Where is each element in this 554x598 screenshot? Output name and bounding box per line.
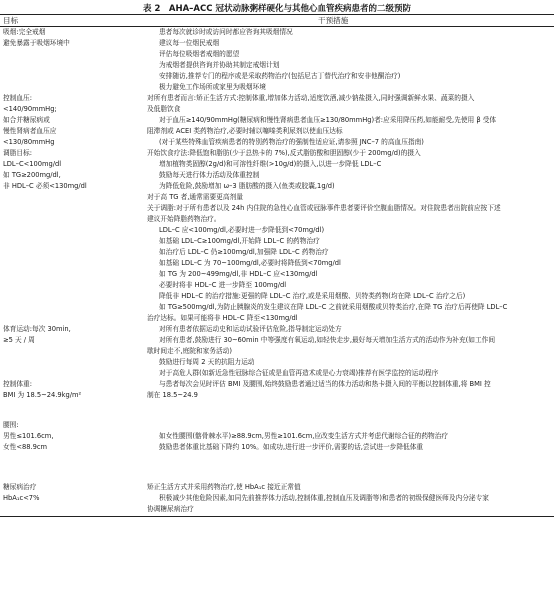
intervention-cell — [147, 324, 552, 379]
header-intervention: 干预措施 — [318, 16, 349, 25]
intervention-text: 关于调脂:对于所有患者以及 24h 内住院的急性心血管或冠脉事件患者要评价空腹血脂情况。对住院患者出院前应按下述 — [147, 204, 501, 212]
goal-cell — [3, 148, 141, 192]
intervention-text: 如基础 LDL–C≥100mg/dl,开始降 LDL–C 的药物治疗 — [159, 237, 320, 245]
intervention-text: 增加植物类固醇(2g/d)和可溶性纤维(>10g/d)的摄入,以进一步降低 LDL–C — [159, 160, 382, 168]
intervention-text: 对于血压≥140/90mmHg(糖尿病和慢性肾病患者血压≥130/80mmHg)者:应采用降压药,如能耐受,先使用 β 受体 — [159, 116, 497, 124]
intervention-text — [147, 420, 552, 431]
intervention-text: 极力避免工作场所或家里为吸烟环境 — [159, 83, 266, 91]
intervention-text: 对所有患者,鼓励进行 30~60min 中等强度有氧运动,如轻快走步,最好每天增加生活方式的活动作为补充(如工作间 — [159, 336, 496, 344]
goal-text: 调脂目标: — [3, 149, 33, 157]
goal-cell — [3, 482, 141, 504]
intervention-text: 安排随访,推荐专门的程序或是采取药物治疗(包括尼古丁替代治疗和安非他酮治疗) — [159, 72, 401, 80]
intervention-cell — [147, 93, 552, 148]
intervention-text: 治疗达标。如果可能将非 HDL–C 降至<130mg/dl — [147, 314, 298, 322]
intervention-cell — [147, 192, 552, 324]
intervention-text: 阻滞剂或 ACEI 类药物治疗,必要时辅以噻嗪类利尿剂以使血压达标 — [147, 127, 343, 135]
intervention-text: 评估每位吸烟者戒烟的愿望 — [159, 50, 240, 58]
intervention-text: 降低非 HDL–C 的治疗措施:更强的降 LDL–C 治疗,或是采用烟酸、贝特类药物(均在降 LDL–C 治疗之后) — [159, 292, 466, 300]
intervention-text: 如 TG 为 200~499mg/dl,非 HDL–C 应<130mg/dl — [159, 270, 318, 278]
intervention-text: 建议每一位烟民戒烟 — [159, 39, 220, 47]
goal-text: 体育运动:每次 30min, — [3, 325, 71, 333]
intervention-text: 歇时间走不,庭院和家务活动) — [147, 347, 232, 355]
intervention-text: 及低脂饮食 — [147, 105, 181, 113]
goal-cell — [3, 324, 141, 346]
intervention-text: 积极减少其他危险因素,如同先前推荐体力活动,控制体重,控制血压及调脂等)和患者的初级保健医师及内分泌专家 — [159, 494, 489, 502]
intervention-text: 如基础 LDL–C 为 70~100mg/dl,必要时将降低到<70mg/dl — [159, 259, 341, 267]
intervention-text: 为戒烟者提供咨询并协助其制定戒烟计划 — [159, 61, 280, 69]
intervention-text: 鼓励每天进行体力活动及体重控制 — [159, 171, 260, 179]
intervention-text: 患者每次就诊时或访问时都应咨询其吸烟情况 — [159, 28, 293, 36]
goal-text: 如合并糖尿病或 — [3, 116, 50, 124]
intervention-text: 对所有患者而言:矫正生活方式:控制体重,增加体力活动,适度饮酒,减少钠盐摄入,同时强调新鲜水果、蔬菜的摄入 — [147, 94, 475, 102]
intervention-text: 如 TG≥500mg/dl,为防止胰腺炎的发生建议在降 LDL–C 之前就采用烟酸或贝特类治疗,在降 TG 治疗后再使降 LDL–C — [159, 303, 508, 311]
goal-text: 非 HDL–C 必须<130mg/dl — [3, 182, 87, 190]
goal-text: 避免暴露于吸烟环境中 — [3, 39, 70, 47]
goal-text: 如 TG≥200mg/dl, — [3, 171, 61, 179]
intervention-cell — [147, 379, 552, 401]
goal-cell — [3, 420, 141, 453]
goal-cell — [3, 93, 141, 148]
top-rule — [0, 14, 554, 15]
intervention-cell — [147, 148, 552, 192]
intervention-text: 对于高危人群(如新近急性冠脉综合征或是血管再造术或是心力衰竭)推荐有医学监控的运动程序 — [159, 369, 439, 377]
intervention-text: 制在 18.5~24.9 — [147, 391, 198, 399]
goal-cell — [3, 379, 141, 401]
bottom-rule — [0, 516, 554, 517]
intervention-text: 建议开始降脂药物治疗。 — [147, 215, 221, 223]
goal-text: 腰围: — [3, 421, 19, 429]
intervention-text: 协调糖尿病治疗 — [147, 505, 194, 513]
table-title: 表 2 AHA–ACC 冠状动脉粥样硬化与其他心血管疾病患者的二级预防 — [143, 4, 411, 14]
goal-text: 控制血压: — [3, 94, 33, 102]
intervention-text: 为降低危险,鼓励增加 ω–3 脂肪酸的摄入(鱼类或胶囊,1g/d) — [159, 182, 335, 190]
intervention-text: (对于某些特殊血管疾病患者的特别药物治疗的强制性适应证,请参照 JNC–7 的高血压指南) — [159, 138, 424, 146]
goal-text: HbA₁c<7% — [3, 494, 40, 502]
goal-cell — [3, 27, 141, 49]
intervention-text: 如女性腰围(髂骨棘水平)≥88.9cm,男性≥101.6cm,应改变生活方式并考虑代谢综合征的药物治疗 — [159, 432, 449, 440]
intervention-text: 开始饮食疗法:降低饱和脂肪(少于总热卡的 7%),反式脂肪酸和胆固醇(少于 200mg/d)的摄入 — [147, 149, 421, 157]
goal-text: 吸烟:完全戒烟 — [3, 28, 46, 36]
intervention-text: 矫正生活方式并采用药物治疗,使 HbA₁c 接近正常值 — [147, 483, 301, 491]
header-goal: 目标 — [3, 16, 19, 25]
intervention-text: 鼓励患者体重比基础下降约 10%。如成功,进行进一步评价,需要的话,尝试进一步降低体重 — [159, 443, 424, 451]
goal-text: ≥5 天 / 周 — [3, 336, 35, 344]
goal-text: 女性<88.9cm — [3, 443, 48, 451]
intervention-cell — [147, 420, 552, 453]
goal-text: 糖尿病治疗 — [3, 483, 37, 491]
intervention-text: 与患者每次会见时评估 BMI 及腰围,始终鼓励患者通过适当的体力活动和热卡摄入间的平衡以控制体重,将 BMI 控 — [159, 380, 491, 388]
goal-text: BMI 为 18.5~24.9kg/m² — [3, 391, 82, 399]
goal-text: LDL–C<100mg/dl — [3, 160, 62, 168]
intervention-text: 如治疗后 LDL–C 仍≥100mg/dl,加强降 LDL–C 药物治疗 — [159, 248, 329, 256]
goal-text: 慢性肾病者血压应 — [3, 127, 57, 135]
intervention-text: 鼓励进行每周 2 天的抗阻力运动 — [159, 358, 255, 366]
intervention-text: 必要时将非 HDL–C 进一步降至 100mg/dl — [159, 281, 287, 289]
goal-text: <140/90mmHg; — [3, 105, 57, 113]
intervention-cell — [147, 27, 552, 93]
intervention-text: 对所有患者依据运动史和运动试验评估危险,指导制定运动处方 — [159, 325, 342, 333]
goal-text: <130/80mmHg — [3, 138, 55, 146]
intervention-text: LDL–C 应<100mg/dl,必要时进一步降低到<70mg/dl) — [159, 226, 325, 234]
goal-text: 控制体重: — [3, 380, 33, 388]
intervention-cell — [147, 482, 552, 515]
intervention-text: 对于高 TG 者,通常需要更高剂量 — [147, 193, 243, 201]
goal-text: 男性≤101.6cm, — [3, 432, 54, 440]
